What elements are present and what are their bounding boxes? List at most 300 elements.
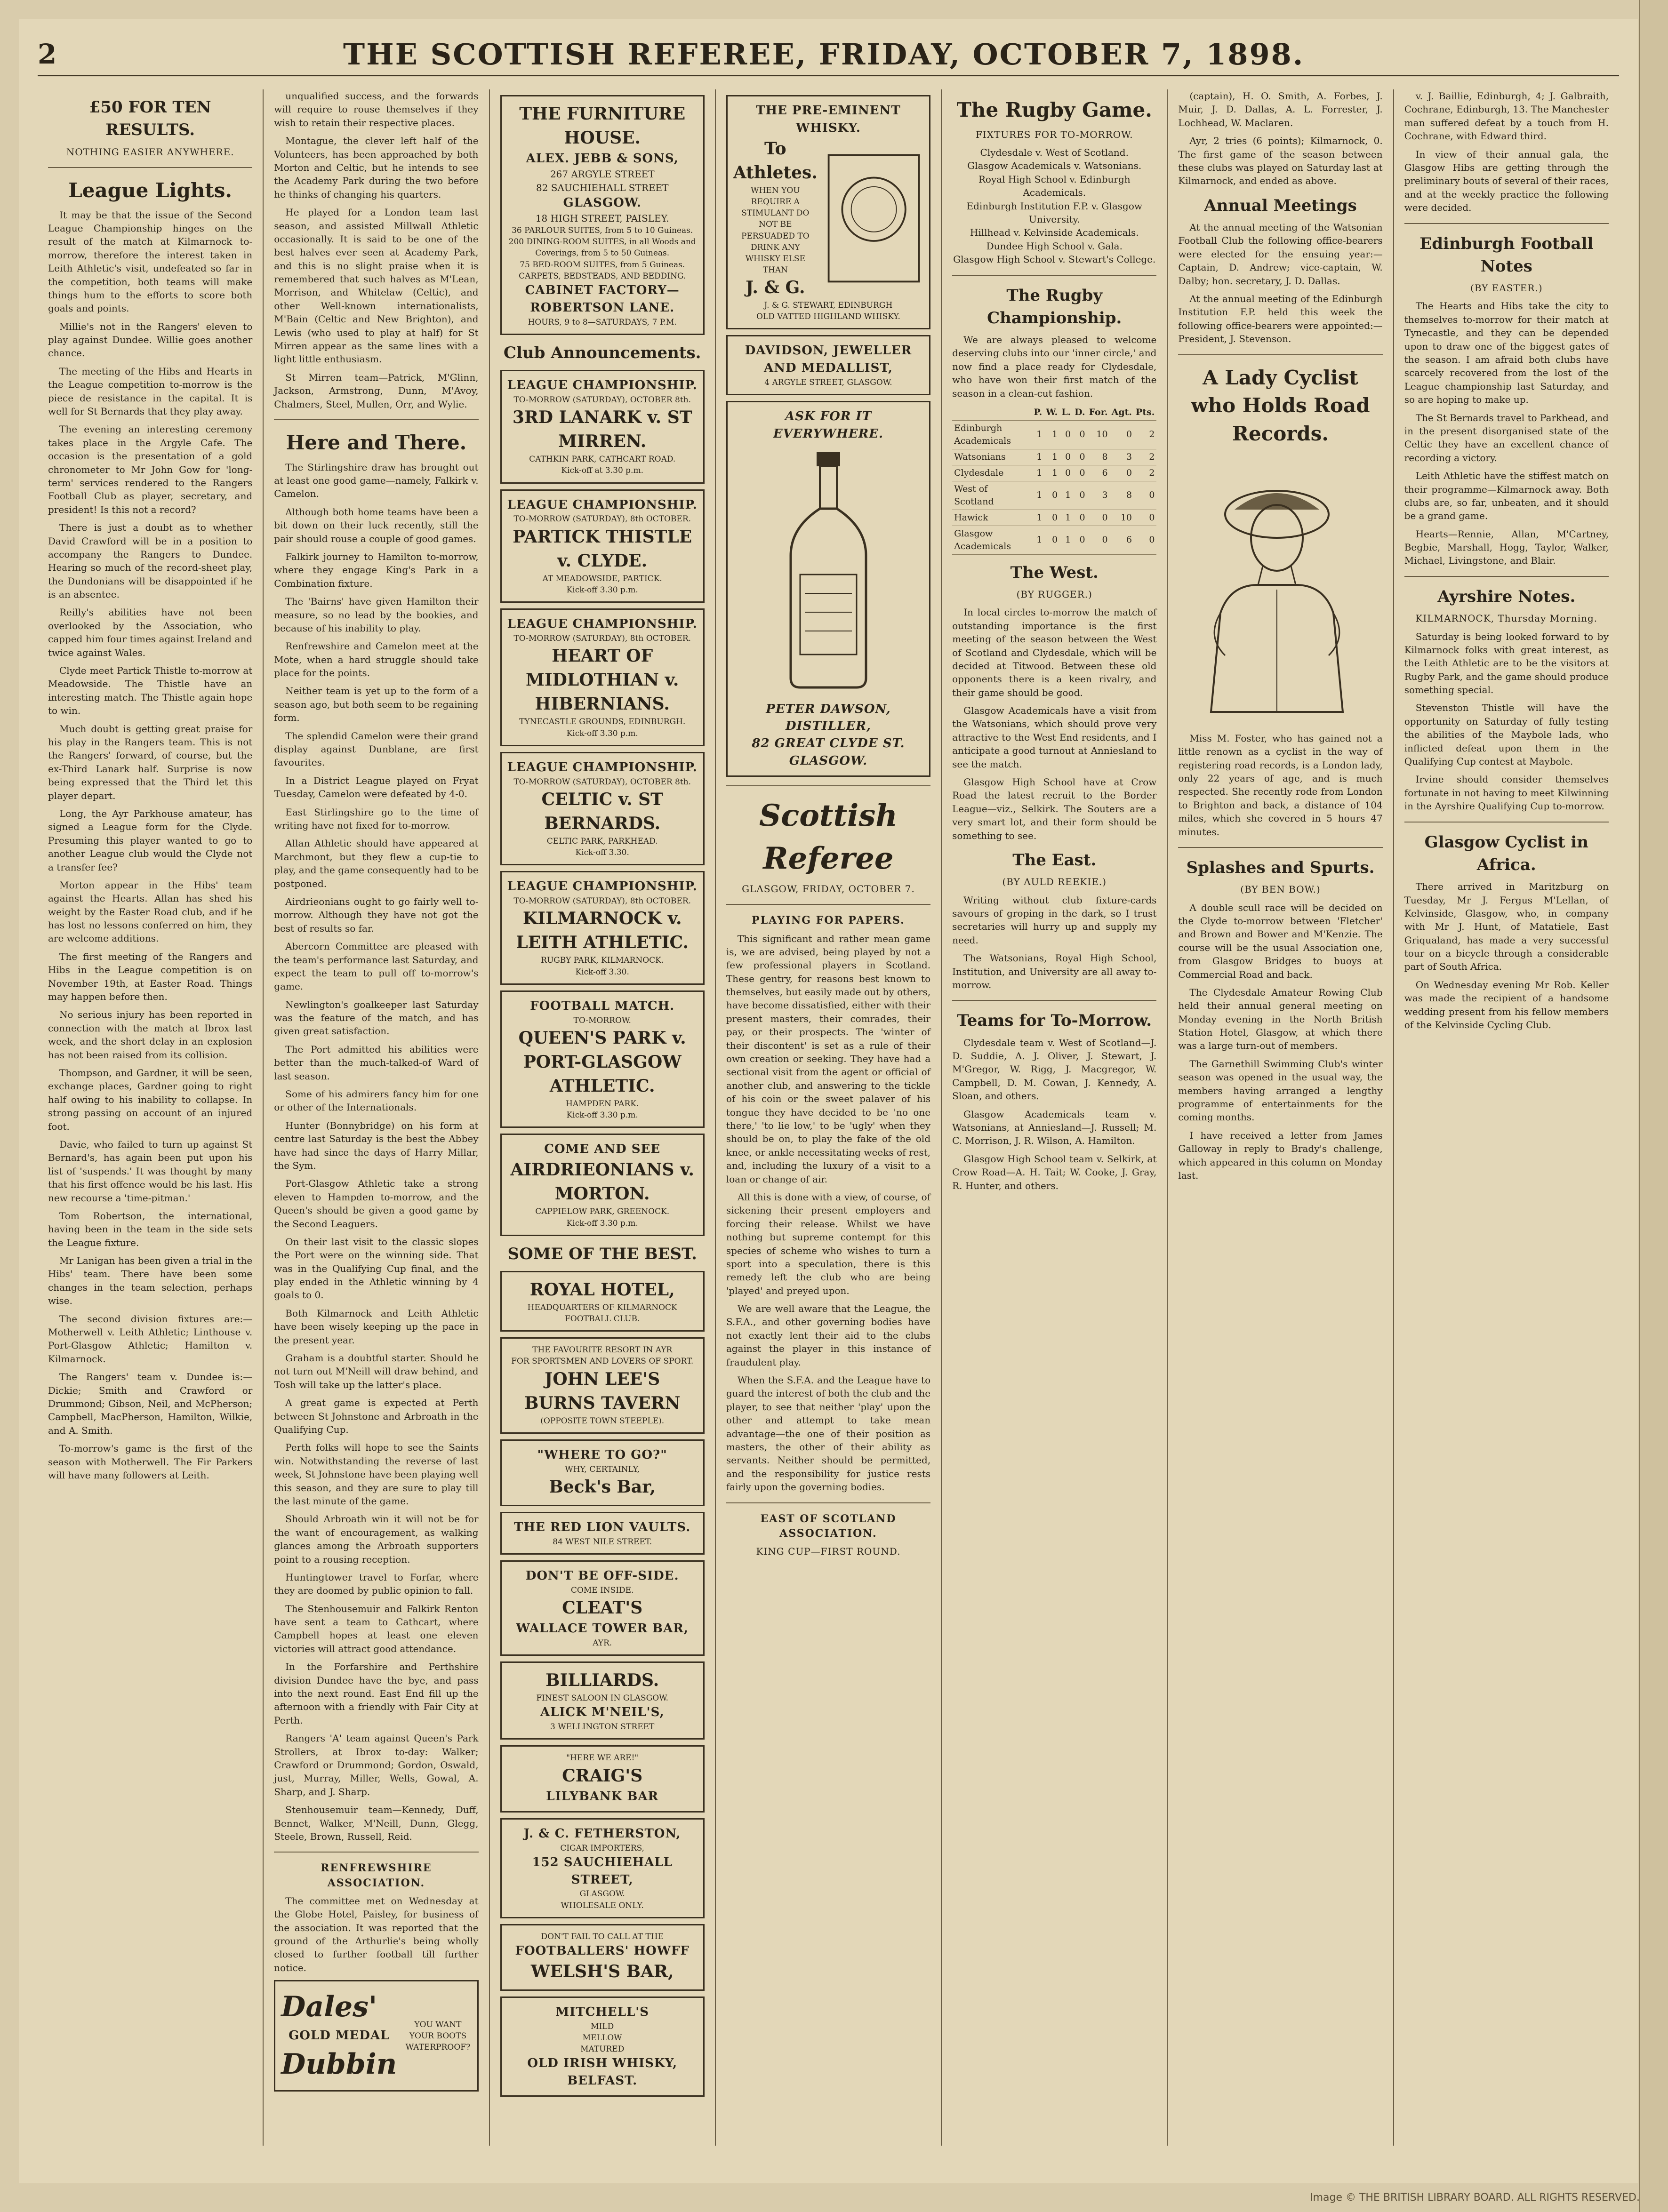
furniture-items <box>507 225 698 282</box>
offside-name: CLEAT'S <box>562 1598 643 1618</box>
furniture-address2: 82 SAUCHIEHALL STREET <box>536 182 669 193</box>
table-cell: 1 <box>1044 465 1059 481</box>
offside-bar: WALLACE TOWER BAR, <box>516 1621 689 1636</box>
paragraph: Millie's not in the Rangers' eleven to play against Dundee. Willie goes another chance. <box>48 320 253 359</box>
paragraph: Mr Lanigan has been given a trial in the Hibs' team. There have been some changes in the team selection, perhaps wise. <box>48 1255 253 1307</box>
paragraph: The Rangers' team v. Dundee is:—Dickie; Smith and Crawford or Drummond; Gibson, Neil, and McPherson; Campbell, MacPherson, Hamilton, Wilkie, and A. Smith. <box>48 1371 253 1436</box>
paragraph: Long, the Ayr Parkhouse amateur, has signed a League form for the Clyde. Presuming this player wanted to go to another League club would the Clyde not a transfer fee? <box>48 807 253 873</box>
billiards-name: ALICK M'NEIL'S, <box>540 1705 665 1720</box>
table-cell: 6 <box>1087 465 1110 481</box>
announcement-title: LEAGUE CHAMPIONSHIP. <box>507 617 698 631</box>
list-item: 200 DINING-ROOM SUITES, in all Woods and Coverings, from 5 to 50 Guineas. <box>508 237 696 258</box>
announcement-title: FOOTBALL MATCH. <box>530 998 675 1013</box>
paragraph: Tom Robertson, the international, having been in the team in the side sets the League fixture. <box>48 1210 253 1248</box>
paragraph: Graham is a doubtful starter. Should he not turn out M'Neill will draw behind, and Tosh will take up the latter's place. <box>274 1352 479 1390</box>
fetherston-addr: 152 SAUCHIEHALL STREET, <box>532 1855 673 1887</box>
section-heading-east-of-scotland: EAST OF SCOTLAND ASSOCIATION. <box>760 1512 897 1540</box>
divider <box>952 275 1156 276</box>
paragraph: Both Kilmarnock and Leith Athletic have been wisely keeping up the pace in the present year. <box>274 1307 479 1346</box>
announcement-venue: CAPPIELOW PARK, GREENOCK. <box>535 1207 670 1217</box>
table-cell: 0 <box>1059 465 1073 481</box>
paragraph: To-morrow's game is the first of the season with Motherwell. The Fir Parkers will have many followers at Leith. <box>48 1443 253 1481</box>
divider <box>952 1000 1156 1001</box>
paragraph: Stenhousemuir team—Kennedy, Duff, Bennet, Walker, M'Neill, Dunn, Glegg, Steele, Brown, Russell, Reid. <box>274 1804 479 1842</box>
fetherston-name: J. & C. FETHERSTON, <box>523 1826 681 1841</box>
fetherston-ad <box>500 1818 705 1918</box>
section-heading-rugby-championship: The Rugby Championship. <box>987 286 1122 327</box>
paragraph: East Stirlingshire go to the time of writing have not fixed for to-morrow. <box>274 806 479 831</box>
lady-cyclist-portrait-icon <box>1178 458 1376 721</box>
announcement-date: TO-MORROW (SATURDAY), OCTOBER 8th. <box>513 395 691 405</box>
table-cell: 1 <box>1032 481 1044 510</box>
article-body <box>1178 901 1382 1182</box>
announcement-teams: PARTICK THISTLE v. CLYDE. <box>513 527 692 571</box>
table-cell: 0 <box>1073 510 1087 526</box>
announcement-venue: RUGBY PARK, KILMARNOCK. <box>541 956 664 966</box>
list-item: CARPETS, BEDSTEADS, AND BEDDING. <box>519 271 686 281</box>
column-2 <box>264 89 489 2146</box>
paragraph: The Hearts and Hibs take the city to themselves to-morrow for their match at Tynecastle, and they can be depended upon to draw one of the biggest gates of the season. I am afraid both clubs have scarcely recovered from the lost of the League championship last Saturday, and so are hoping to make up. <box>1404 300 1609 406</box>
furniture-address1: 267 ARGYLE STREET <box>550 168 655 180</box>
column-3 <box>490 89 716 2146</box>
paragraph: There arrived in Maritzburg on Tuesday, Mr J. Fergus M'Lellan, of Kelvinside, Glasgow, who, in company with Mr J. Hunt, of Matatiele, East Griqualand, has made a very successful tour on a bicycle through a considerable part of South Africa. <box>1404 881 1609 973</box>
table-row <box>952 465 1156 481</box>
paragraph: This significant and rather mean game is, we are advised, being played by not a few professional players in Scotland. These gentry, for reasons best known to themselves, but easily made out by others, have become dissatisfied, either with their present masters, their comrades, their pay, or their prospects. The 'winter of their discontent' is set as a rule of their own creation or seeking. They have had a sectional visit from the agent or official of another club, and answering to the tickle of his coin or the sweet palaver of his tongue they have decided to be 'no one there,' 'to lie low,' to be 'ugly' when they should be on, to play the fake of the old knee, or ankle necessitating weeks of rest, and, including the luxury of a visit to a loan or change of air. <box>726 933 931 1185</box>
table-row <box>952 420 1156 449</box>
section-heading-ayrshire-notes: Ayrshire Notes. <box>1437 587 1576 606</box>
masthead <box>38 33 1619 77</box>
dawson-ask: ASK FOR IT EVERYWHERE. <box>773 409 884 441</box>
announcement-venue: CATHKIN PARK, CATHCART ROAD. <box>529 455 676 464</box>
club-announcements <box>500 370 705 1236</box>
page-number: 2 <box>38 38 57 70</box>
table-cell: 1 <box>1044 420 1059 449</box>
paragraph: At the annual meeting of the Edinburgh Institution F.P. held this week the following office-bearers were appointed:—President, J. Stevenson. <box>1178 293 1383 345</box>
section-heading-teams-for-tomorrow: Teams for To-Morrow. <box>957 1011 1152 1030</box>
paragraph: Davie, who failed to turn up against St Bernard's, has again been put upon his list of 'suspends.' It was thought by many that his first offence would be his last. His new recourse a 'time-pitman.' <box>48 1138 253 1204</box>
fetherston-trade: WHOLESALE ONLY. <box>561 1901 644 1910</box>
paragraph: On Wednesday evening Mr Rob. Keller was made the recipient of a handsome wedding present from his fellow members of the Kelvinside Cycling Club. <box>1404 979 1609 1031</box>
announcement-kickoff: Kick-off 3.30 p.m. <box>566 1218 638 1228</box>
column-header: W. <box>1044 405 1059 420</box>
paragraph: Neither team is yet up to the form of a season ago, but both seem to be regaining form. <box>274 685 479 724</box>
dales-line2: Dubbin <box>281 2048 397 2081</box>
list-item: Clydesdale v. West of Scotland. <box>980 147 1129 159</box>
section-heading-playing-for-papers: PLAYING FOR PAPERS. <box>752 914 905 927</box>
table-cell: 3 <box>1110 449 1134 465</box>
renfrew-text: The committee met on Wednesday at the Globe Hotel, Paisley, for business of the association. It was reported that the ground of the Arthurlie's being wholly closed to further football till further notice. <box>274 1895 479 1973</box>
ayr-dateline: KILMARNOCK, Thursday Morning. <box>1415 613 1598 624</box>
craigs-bar: LILYBANK BAR <box>546 1789 659 1804</box>
paragraph: Glasgow High School team v. Selkirk, at Crow Road—A. H. Tait; W. Cooke, J. Gray, R. Hunter, and others. <box>952 1153 1157 1191</box>
divider <box>48 167 252 168</box>
whisky-d: MATURED <box>580 2044 625 2054</box>
divider <box>726 785 930 786</box>
furniture-firm: ALEX. JEBB & SONS, <box>526 152 679 166</box>
divider <box>1404 576 1609 577</box>
table-cell: 0 <box>1073 420 1087 449</box>
list-item: 36 PARLOUR SUITES, from 5 to 10 Guineas. <box>512 226 693 236</box>
paragraph: Perth folks will hope to see the Saints win. Notwithstanding the reverse of last week, St Johnstone have been playing well this season, and they are sure to play till the last minute of the game. <box>274 1442 479 1507</box>
paragraph: The Stenhousemuir and Falkirk Renton have sent a team to Cathcart, where Campbell hopes at least one eleven victories will attract good attendance. <box>274 1603 479 1654</box>
paragraph: Glasgow Academicals team v. Watsonians, at Anniesland—J. Russell; M. C. Morrison, J. R. Wilson, A. Hamilton. <box>952 1108 1157 1147</box>
table-row <box>952 526 1156 554</box>
announcement-kickoff: Kick-off 3.30 p.m. <box>566 728 638 738</box>
table-cell: Watsonians <box>952 449 1032 465</box>
announcement-teams: CELTIC v. ST BERNARDS. <box>541 789 663 833</box>
match-announcement <box>500 871 705 985</box>
whereto-sub: WHY, CERTAINLY, <box>565 1464 640 1474</box>
column-6 <box>1168 89 1394 2146</box>
dateline: GLASGOW, FRIDAY, OCTOBER 7. <box>742 883 915 894</box>
divider <box>726 1502 930 1503</box>
whisky-a: MITCHELL'S <box>555 2004 650 2019</box>
paragraph: Thompson, and Gardner, it will be seen, exchange places, Gardner going to right half owing to his inability to collapse. In strong passing on account of an injured foot. <box>48 1067 253 1132</box>
table-cell: 1 <box>1032 510 1044 526</box>
billiards-addr: 3 WELLINGTON STREET <box>550 1722 655 1732</box>
match-announcement <box>500 752 705 866</box>
east-sub: KING CUP—FIRST ROUND. <box>756 1546 901 1557</box>
paragraph: We are well aware that the League, the S.F.A., and other governing bodies have not exactly lent their aid to the clubs against the player in this instance of fraudulent play. <box>726 1303 931 1368</box>
announcement-teams: 3RD LANARK v. ST MIRREN. <box>512 407 692 452</box>
match-announcement <box>500 489 705 603</box>
article-body <box>274 89 478 411</box>
west-byline: (BY RUGGER.) <box>1016 588 1092 600</box>
announcement-teams: HEART OF MIDLOTHIAN v. HIBERNIANS. <box>525 646 679 714</box>
match-announcement <box>500 608 705 746</box>
column-header: Agt. <box>1110 405 1134 420</box>
championship-table <box>952 405 1156 555</box>
paragraph: No serious injury has been reported in connection with the match at Ibrox last week, and the short delay in an explosion has not been raised from its collision. <box>48 1009 253 1061</box>
table-cell: 1 <box>1059 526 1073 554</box>
table-cell: 1 <box>1032 420 1044 449</box>
preeminent-title: THE PRE-EMINENT WHISKY. <box>756 104 901 135</box>
announcement-teams: AIRDRIEONIANS v. MORTON. <box>510 1160 694 1204</box>
paragraph: Some of his admirers fancy him for one or other of the Internationals. <box>274 1088 479 1113</box>
paragraph: Renfrewshire and Camelon meet at the Mote, when a hard struggle should take place for the points. <box>274 640 479 679</box>
article-body <box>48 208 252 1482</box>
paragraph: At the annual meeting of the Watsonian Football Club the following office-bearers were elected for the ensuing year:—Captain, D. Andrew; vice-captain, W. Dalby; hon. secretary, J. D. Dallas. <box>1178 222 1383 287</box>
divider <box>1178 847 1382 848</box>
paragraph: Allan Athletic should have appeared at Marchmont, but they flew a cup-tie to play, and the game consequently had to be postponed. <box>274 838 479 889</box>
paragraph: Stevenston Thistle will have the opportunity on Saturday of fully testing the abilities of the Maybole lads, who inflicted defeat upon them in the Qualifying Cup contest at Maybole. <box>1404 702 1609 767</box>
paragraph: In a District League played on Fryat Tuesday, Camelon were defeated by 4-0. <box>274 775 479 800</box>
dawson-name: PETER DAWSON, DISTILLER, <box>766 702 891 734</box>
table-cell: 0 <box>1073 526 1087 554</box>
royal-name: ROYAL HOTEL, <box>529 1279 675 1300</box>
howff-b: FOOTBALLERS' HOWFF <box>515 1943 690 1958</box>
paragraph: A double scull race will be decided on the Clyde to-morrow between 'Fletcher' and Brown and Bower and M'Kenzie. The course will be the usual Association one, from Glasgow Bridges to buoys at Commercial Road and back. <box>1178 902 1383 980</box>
paragraph: Abercorn Committee are pleased with the team's performance last Saturday, and expect the team to pull off to-morrow's game. <box>274 941 479 992</box>
paragraph: The St Bernards travel to Parkhead, and in the present disorganised state of the Celtic they have an excellent chance of recording a victory. <box>1404 412 1609 463</box>
announcement-teams: QUEEN'S PARK v. PORT-GLASGOW ATHLETIC. <box>518 1028 686 1096</box>
paragraph: Falkirk journey to Hamilton to-morrow, where they engage King's Park in a Combination fixture. <box>274 551 479 589</box>
preeminent-brand: J. & G. <box>746 278 805 298</box>
davidson-addr: 4 ARGYLE STREET, GLASGOW. <box>764 378 892 388</box>
paragraph: Port-Glasgow Athletic take a strong eleven to Hampden to-morrow, and the Queen's should be given a good game by the Second Leaguers. <box>274 1178 479 1230</box>
table-cell: 1 <box>1059 510 1073 526</box>
list-item: Dundee High School v. Gala. <box>986 240 1123 252</box>
paragraph: In the Forfarshire and Perthshire division Dundee have the bye, and pass into the next round. East End fill up the afternoon with a friendly with Fair City at Perth. <box>274 1661 479 1726</box>
paragraph: Glasgow Academicals have a visit from the Watsonians, which should prove very attractive to the West End residents, and I anticipate a good turnout at Anniesland to see the match. <box>952 705 1157 770</box>
table-cell: 6 <box>1110 526 1134 554</box>
list-item: Glasgow Academicals v. Watsonians. <box>967 160 1142 172</box>
resort-note: (OPPOSITE TOWN STEEPLE). <box>540 1416 665 1426</box>
announcement-venue: HAMPDEN PARK. <box>566 1099 639 1109</box>
redlion-name: THE RED LION VAULTS. <box>514 1520 691 1534</box>
section-heading-the-east: The East. <box>1012 851 1097 870</box>
announcement-venue: CELTIC PARK, PARKHEAD. <box>546 836 658 846</box>
dales-tag: YOU WANT YOUR BOOTS WATERPROOF? <box>405 2020 471 2052</box>
paragraph: v. J. Baillie, Edinburgh, 4; J. Galbraith, Cochrane, Edinburgh, 13. The Manchester man suffered defeat by a touch from H. Cochrane, with Edward third. <box>1404 90 1609 142</box>
section-heading-some-of-the-best: SOME OF THE BEST. <box>507 1244 697 1263</box>
paragraph: Newlington's goalkeeper last Saturday was the feature of the match, and has given great satisfaction. <box>274 998 479 1037</box>
adjacent-page-edge <box>1639 0 1668 2212</box>
paragraph: Leith Athletic have the stiffest match on their programme—Kilmarnock away. Both clubs are, so far, unbeaten, and it should be a grand game. <box>1404 470 1609 522</box>
announcement-kickoff: Kick-off 3.30. <box>575 967 629 977</box>
list-item: Hillhead v. Kelvinside Academicals. <box>970 227 1139 239</box>
splashes-byline: (BY BEN BOW.) <box>1240 884 1321 895</box>
paragraph: Huntingtower travel to Forfar, where they are doomed by public opinion to fall. <box>274 1571 479 1597</box>
paragraph: Reilly's abilities have not been overlooked by the Association, who capped him four times against Ireland and twice against Wales. <box>48 607 253 658</box>
offside-a: DON'T BE OFF-SIDE. <box>525 1569 679 1583</box>
becks-bar-ad <box>500 1439 705 1506</box>
preeminent-to: To Athletes. <box>733 138 818 183</box>
paragraph: The splendid Camelon were their grand display against Dunblane, are first favourites. <box>274 730 479 768</box>
column-1 <box>38 89 264 2146</box>
column-header: L. <box>1059 405 1073 420</box>
fixtures-list <box>952 146 1156 266</box>
column-header: Pts. <box>1134 405 1156 420</box>
announcement-date: TO-MORROW. <box>573 1015 631 1025</box>
craigs-here: "HERE WE ARE!" <box>566 1753 639 1763</box>
announcement-title: LEAGUE CHAMPIONSHIP. <box>507 378 698 393</box>
announcement-kickoff: Kick-off 3.30 p.m. <box>566 1110 638 1120</box>
match-announcement <box>500 370 705 484</box>
paragraph: The evening an interesting ceremony takes place in the Argyle Cafe. The occasion is the presentation of a gold chronometer to Mr John Gow for 'long-term' services rendered to the Rangers Football Club as player, secretary, and president! Is this not a record? <box>48 423 253 515</box>
list-item: 75 BED-ROOM SUITES, from 5 Guineas. <box>520 260 685 270</box>
table-cell: 0 <box>1059 449 1073 465</box>
paragraph: Airdrieonians ought to go fairly well to-morrow. Although they have not got the best of results so far. <box>274 895 479 934</box>
fetherston-city: GLASGOW. <box>579 1889 625 1899</box>
table-cell: 0 <box>1087 510 1110 526</box>
paragraph: Morton appear in the Hibs' team against the Hearts. Allan has shed his weight by the Easter Road club, and if he has lost no lessons conferred on him, they are welcome additions. <box>48 879 253 944</box>
article-body <box>1404 880 1609 1031</box>
paragraph: Clyde meet Partick Thistle to-morrow at Meadowside. The Thistle have an interesting match. The Thistle again hope to win. <box>48 665 253 717</box>
whereto-name: Beck's Bar, <box>549 1477 656 1497</box>
column-header: D. <box>1073 405 1087 420</box>
table-row <box>952 449 1156 465</box>
section-heading-lady-cyclist: A Lady Cyclist who Holds Road Records. <box>1191 366 1370 445</box>
table-cell: Glasgow Academicals <box>952 526 1032 554</box>
champ-text: We are always pleased to welcome deserving clubs into our 'inner circle,' and now find a place ready for Clydesdale, who have won their first match of the season in a clean-cut fashion. <box>952 334 1157 399</box>
paragraph: I have received a letter from James Galloway in reply to Brady's challenge, which appeared in this column on Monday last. <box>1178 1129 1383 1181</box>
table-cell: 1 <box>1044 449 1059 465</box>
divider <box>726 904 930 905</box>
list-item: Edinburgh Institution F.P. v. Glasgow University. <box>966 200 1142 225</box>
paragraph: When the S.F.A. and the League have to guard the interest of both the club and the player, to see that neither 'play' upon the other and attempt to take mean advantage—the one of their position as masters, the other of their ability as servants. Neither should be permitted, and the responsibility for justice rests fairly upon the governing bodies. <box>726 1374 931 1493</box>
furniture-hours: HOURS, 9 to 8—SATURDAYS, 7 P.M. <box>528 317 677 327</box>
masthead-title: THE SCOTTISH REFEREE, FRIDAY, OCTOBER 7, 1898. <box>343 37 1305 72</box>
section-heading-edinburgh-football-notes: Edinburgh Football Notes <box>1419 234 1594 276</box>
burns-tavern-ad <box>500 1337 705 1434</box>
paragraph: The Stirlingshire draw has brought out at least one good game—namely, Falkirk v. Camelon. <box>274 461 479 500</box>
resort-title: THE FAVOURITE RESORT IN AYR <box>532 1345 673 1355</box>
announcement-teams: KILMARNOCK v. LEITH ATHLETIC. <box>516 909 689 953</box>
whisky-bottle-icon <box>758 447 899 692</box>
section-heading-league-lights: League Lights. <box>68 178 233 202</box>
furniture-city: GLASGOW. <box>563 195 642 210</box>
paragraph: All this is done with a view, of course, of sickening their present employers and forcing their release. Whilst we have nothing but supreme contempt for this species of scheme who wishes to turn a sport into a speculation, there is this remedy left the club who are being 'played' and preyed upon. <box>726 1191 931 1296</box>
table-cell: 8 <box>1087 449 1110 465</box>
table-cell: 2 <box>1134 465 1156 481</box>
announcement-venue: TYNECASTLE GROUNDS, EDINBURGH. <box>519 717 686 727</box>
billiards-title: BILLIARDS. <box>545 1670 659 1691</box>
table-cell: 1 <box>1032 465 1044 481</box>
article-body <box>952 1036 1156 1192</box>
billiards-sub: FINEST SALOON IN GLASGOW. <box>536 1693 669 1703</box>
dawson-addr: 82 GREAT CLYDE ST. GLASGOW. <box>752 736 905 768</box>
paragraph: Although both home teams have been a bit down on their luck recently, still the pair should rouse a couple of good games. <box>274 506 479 544</box>
table-cell: 2 <box>1134 420 1156 449</box>
redlion-addr: 84 WEST NILE STREET. <box>553 1537 652 1547</box>
article-body <box>952 606 1156 842</box>
whisky-c: MELLOW <box>582 2033 622 2043</box>
resort-tavern: BURNS TAVERN <box>524 1393 681 1413</box>
table-cell: 1 <box>1032 526 1044 554</box>
section-heading-club-announcements: Club Announcements. <box>503 343 701 362</box>
paragraph: The first meeting of the Rangers and Hibs in the League competition is on November 19th, at Easter Road. Things may happen before then. <box>48 950 253 1003</box>
preeminent-seal: J. & G. STEWART, EDINBURGH <box>764 301 893 311</box>
paragraph: The 'Bairns' have given Hamilton their measure, so no lead by the bookies, and because of his inability to play. <box>274 596 479 634</box>
table-cell: 0 <box>1110 465 1134 481</box>
paragraph: It may be that the issue of the Second League Championship hinges on the result of the match at Kilmarnock to-morrow, therefore the interest taken in Leith Athletic's visit, undefeated so far in the competition, both teams will make things hum to the efforts to score both goals and points. <box>48 209 253 314</box>
announcement-title: LEAGUE CHAMPIONSHIP. <box>507 879 698 894</box>
table-cell: 0 <box>1073 465 1087 481</box>
announcement-kickoff: Kick-off at 3.30 p.m. <box>561 466 643 476</box>
column-header <box>952 405 1032 420</box>
whisky-seal-icon <box>824 148 923 289</box>
announcement-title: LEAGUE CHAMPIONSHIP. <box>507 497 698 512</box>
table-cell: 0 <box>1087 526 1110 554</box>
table-cell: 0 <box>1073 481 1087 510</box>
royal-hotel-ad <box>500 1271 705 1332</box>
article-body <box>1404 630 1609 813</box>
paragraph: Writing without club fixture-cards savours of groping in the dark, so I trust secretaries will hurry up and supply my need. <box>952 894 1157 946</box>
dales-dubbin-ad <box>274 1980 478 2092</box>
paragraph: Hearts—Rennie, Allan, M'Cartney, Begbie, Marshall, Hogg, Taylor, Walker, Michael, Livingstone, and Blair. <box>1404 528 1609 567</box>
article-body <box>1178 89 1382 188</box>
table-cell: 0 <box>1044 510 1059 526</box>
columns <box>38 89 1619 2146</box>
paragraph: The meeting of the Hibs and Hearts in the League competition to-morrow is the piece de resistance in the capital. It is well for St Bernards that they play away. <box>48 365 253 417</box>
mitchells-whisky-ad <box>500 1996 705 2097</box>
match-announcement <box>500 990 705 1128</box>
article-body <box>274 461 478 1844</box>
table-cell: 1 <box>1032 449 1044 465</box>
resort-name: JOHN LEE'S <box>545 1369 660 1389</box>
article-body <box>1404 299 1609 567</box>
column-5 <box>942 89 1168 2146</box>
table-cell: Clydesdale <box>952 465 1032 481</box>
table-cell: 3 <box>1087 481 1110 510</box>
table-cell: 0 <box>1073 449 1087 465</box>
paragraph: (captain), H. O. Smith, A. Forbes, J. Muir, J. D. Dallas, A. L. Forrester, J. Lochhead, W. Maclaren. <box>1178 90 1383 128</box>
footballers-howff-ad <box>500 1924 705 1991</box>
furniture-footer: CABINET FACTORY—ROBERTSON LANE. <box>525 283 680 315</box>
paragraph: A great game is expected at Perth between St Johnstone and Arbroath in the Qualifying Cup. <box>274 1397 479 1435</box>
column-4 <box>716 89 942 2146</box>
davidson-jeweller-ad <box>726 335 930 395</box>
table-cell: 0 <box>1044 481 1059 510</box>
paragraph: unqualified success, and the forwards will require to rouse themselves if they wish to retain their respective places. <box>274 90 479 128</box>
davidson-name: DAVIDSON, JEWELLER AND MEDALLIST, <box>745 343 912 375</box>
section-heading-splashes-and-spurts: Splashes and Spurts. <box>1186 858 1375 877</box>
wallace-tower-ad <box>500 1560 705 1656</box>
craigs-name: CRAIG'S <box>562 1765 643 1786</box>
article-body <box>726 932 930 1494</box>
article-body <box>952 894 1156 992</box>
paragraph: Clydesdale team v. West of Scotland—J. D. Suddie, A. J. Oliver, J. Stewart, J. M'Gregor, W. Rigg, J. Macgregor, W. Campbell, D. M. Cowan, J. Kennedy, A. Sloan, and others. <box>952 1037 1157 1102</box>
table-cell: 0 <box>1134 481 1156 510</box>
announcement-title: COME AND SEE <box>544 1142 661 1157</box>
divider <box>1178 354 1382 355</box>
cyclist-text: Miss M. Foster, who has gained not a little renown as a cyclist in the way of registering road records, is a London lady, only 22 years of age, and is much respected. She recently rode from London to Brighton and back, a distance of 104 miles, which she covered in 5 hours 47 minutes. <box>1178 732 1383 838</box>
announcement-date: TO-MORROW (SATURDAY), 8th OCTOBER. <box>513 896 691 906</box>
paragraph: The Watsonians, Royal High School, Institution, and University are all away to-morrow. <box>952 952 1157 990</box>
divider <box>274 419 478 420</box>
howff-a: DON'T FAIL TO CALL AT THE <box>541 1932 664 1941</box>
table-cell: 0 <box>1110 420 1134 449</box>
announcement-date: TO-MORROW (SATURDAY), OCTOBER 8th. <box>513 777 691 787</box>
table-row <box>952 510 1156 526</box>
divider <box>1404 822 1609 823</box>
dales-line1: GOLD MEDAL <box>289 2028 390 2043</box>
prize-line: £50 FOR TEN RESULTS. <box>89 98 211 140</box>
table-cell: 0 <box>1134 526 1156 554</box>
table-cell: 0 <box>1044 526 1059 554</box>
preeminent-label: OLD VATTED HIGHLAND WHISKY. <box>756 312 900 322</box>
announcement-kickoff: Kick-off 3.30 p.m. <box>566 585 638 595</box>
copyright-note: Image © THE BRITISH LIBRARY BOARD. ALL RIGHTS RESERVED. <box>1310 2192 1640 2204</box>
list-item: Royal High School v. Edinburgh Academicals. <box>978 173 1131 199</box>
table-cell: 0 <box>1059 420 1073 449</box>
fetherston-sub: CIGAR IMPORTERS, <box>560 1843 645 1853</box>
table-cell: 1 <box>1059 481 1073 510</box>
fixtures-heading: FIXTURES FOR TO-MORROW. <box>975 128 1133 140</box>
table-cell: 10 <box>1087 420 1110 449</box>
announcement-title: LEAGUE CHAMPIONSHIP. <box>507 760 698 775</box>
column-header: For. <box>1087 405 1110 420</box>
table-cell: Edinburgh Academicals <box>952 420 1032 449</box>
scottish-referee-logo: Scottish Referee <box>759 798 898 877</box>
craigs-ad <box>500 1745 705 1812</box>
furniture-branch: 18 HIGH STREET, PAISLEY. <box>535 212 669 224</box>
furniture-house-ad <box>500 95 705 335</box>
article-body <box>1404 89 1609 215</box>
section-heading-glasgow-cyclist-in-africa: Glasgow Cyclist in Africa. <box>1424 832 1588 874</box>
column-7 <box>1394 89 1619 2146</box>
announcement-kickoff: Kick-off 3.30. <box>575 848 629 858</box>
newspaper-page <box>19 19 1638 2183</box>
paragraph: The Clydesdale Amateur Rowing Club held their annual general meeting on Monday evening in the North British Station Hotel, Glasgow, at which there was a large turn-out of members. <box>1178 986 1383 1052</box>
paragraph: On their last visit to the classic slopes the Port were on the winning side. That was in the Qualifying Cup final, and the play ended in the Athletic winning by 4 goals to 0. <box>274 1236 479 1301</box>
paragraph: Glasgow High School have at Crow Road the latest recruit to the Border League—viz., Selkirk. The Souters are a very smart lot, and their form should be something to see. <box>952 776 1157 841</box>
furniture-title: THE FURNITURE HOUSE. <box>519 104 686 148</box>
divider <box>274 1852 478 1853</box>
paragraph: Ayr, 2 tries (6 points); Kilmarnock, 0. The first game of the season between these clubs was played on Saturday last at Kilmarnock, and ended as above. <box>1178 135 1383 187</box>
article-body <box>1178 221 1382 346</box>
